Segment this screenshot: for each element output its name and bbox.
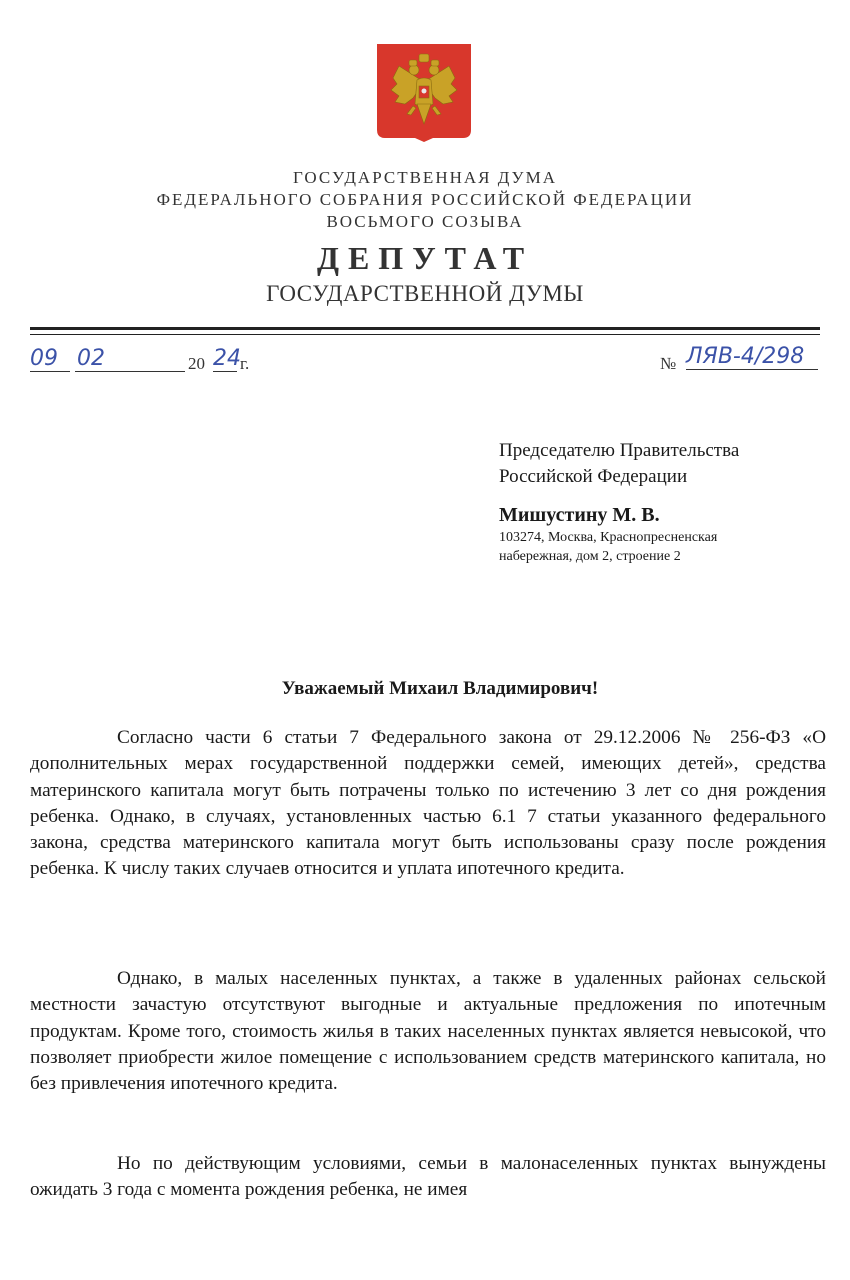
- body-paragraph-3: Но по действующим условиями, семьи в малонаселенных пунктах вынуждены ожидать 3 года с момента рождения ребенка, не имея: [30, 1153, 826, 1201]
- org-name-line-3: ВОСЬМОГО СОЗЫВА: [326, 212, 524, 231]
- letterhead-rule-thick: [30, 327, 820, 330]
- recipient-address-1: 103274, Москва, Краснопресненская: [499, 530, 718, 545]
- date-year-g: г.: [240, 354, 250, 373]
- coat-of-arms-emblem: [377, 44, 471, 142]
- letterhead-subtitle: ГОСУДАРСТВЕННОЙ ДУМЫ: [266, 281, 584, 306]
- date-year-suffix: 24: [213, 346, 241, 371]
- date-month: [75, 346, 185, 372]
- salutation: Уважаемый Михаил Владимирович!: [281, 678, 599, 699]
- date-month-value: 02: [77, 346, 105, 371]
- date-year-prefix: 20: [188, 354, 205, 373]
- document-number: ЛЯВ-4/298: [686, 344, 818, 370]
- body-paragraph-2: Однако, в малых населенных пунктах, а также в удаленных районах сельской местности зачастую отсутствуют выгодные и актуальные предложения по ипотечным продуктам. Кроме того, стоимость жилья в таких населенных пунктах является невысокой, что позволяет приобрести жилое помещение с использованием средств материнского капитала, но без привлечения ипотечного кредита.: [30, 968, 826, 1095]
- letterhead-title: ДЕПУТАТ: [316, 240, 534, 276]
- recipient-line-2: Российской Федерации: [499, 466, 688, 487]
- double-headed-eagle-icon: [377, 44, 471, 142]
- recipient-address-2: набережная, дом 2, строение 2: [499, 549, 681, 564]
- document-number-sign: №: [660, 354, 677, 373]
- recipient-name: Мишустину М. В.: [499, 504, 660, 526]
- recipient-line-1: Председателю Правительства: [499, 440, 740, 461]
- date-day: 09: [30, 346, 70, 372]
- org-name-line-2: ФЕДЕРАЛЬНОГО СОБРАНИЯ РОССИЙСКОЙ ФЕДЕРАЦИИ: [156, 190, 694, 209]
- org-name-line-1: ГОСУДАРСТВЕННАЯ ДУМА: [293, 168, 557, 187]
- letterhead-rule-thin: [30, 334, 820, 335]
- body-paragraph-1: Согласно части 6 статьи 7 Федерального закона от 29.12.2006 № 256-ФЗ «О дополнительных мерах государственной поддержки семей, имеющих детей», средства материнского капитала могут быть потрачены только по истечению 3 лет со дня рождения ребенка. Однако, в случаях, установленных частью 6.1 7 статьи указанного федерального закона, средства материнского капитала могут быть использованы сразу после рождения ребенка. К числу таких случаев относится и уплата ипотечного кредита.: [30, 727, 826, 880]
